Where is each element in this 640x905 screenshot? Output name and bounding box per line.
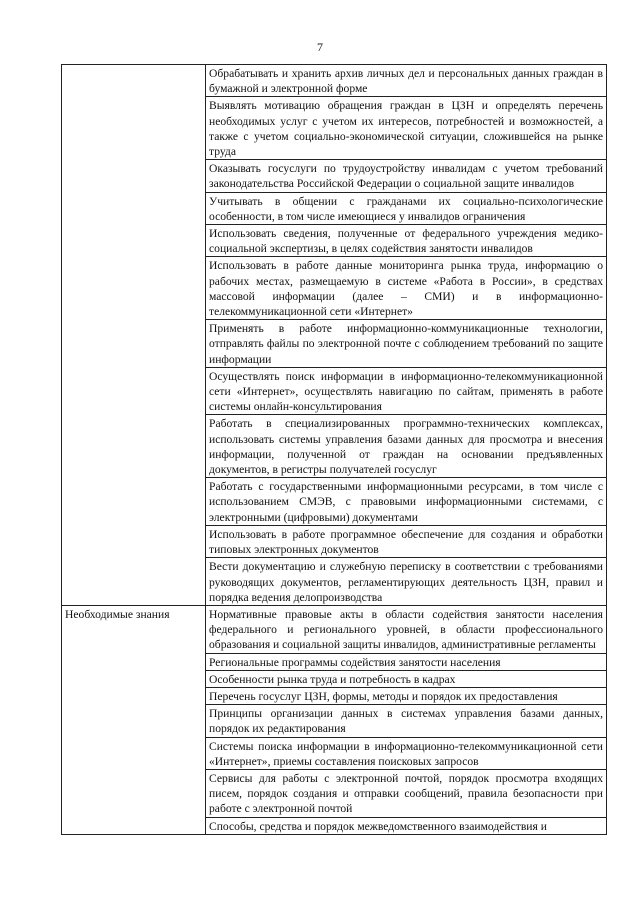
knowledge-item: Нормативные правовые акты в области содействия занятости населения федерального и регионального уровней, в области профессионального образования и социальной защиты инвалидов, административные регламенты (206, 605, 607, 653)
knowledge-item: Способы, средства и порядок межведомственного взаимодействия и (206, 817, 607, 834)
skill-item: Работать в специализированных программно-технических комплексах, использовать системы управления базами данных для просмотра и внесения информации, полученной от граждан на основании предъявленных документов, в регистры получателей госуслуг (206, 415, 607, 478)
skill-item: Использовать в работе программное обеспечение для создания и обработки типовых электронных документов (206, 525, 607, 557)
competency-table (61, 64, 607, 835)
knowledge-item: Особенности рынка труда и потребность в кадрах (206, 670, 607, 687)
knowledge-item: Системы поиска информации в информационно-телекоммуникационной сети «Интернет», приемы составления поисковых запросов (206, 737, 607, 769)
knowledge-label: Необходимые знания (62, 605, 206, 834)
skill-item: Осуществлять поиск информации в информационно-телекоммуникационной сети «Интернет», осуществлять навигацию по сайтам, применять в работе системы онлайн-консультирования (206, 367, 607, 415)
skill-item: Выявлять мотивацию обращения граждан в ЦЗН и определять перечень необходимых услуг с учетом их интересов, потребностей и возможностей, а также с учетом социально-экономической ситуации, сложившейся на рынке труда (206, 97, 607, 160)
table-row (62, 605, 607, 653)
knowledge-item: Принципы организации данных в системах управления базами данных, порядок их редактирования (206, 705, 607, 737)
skills-label-cell (62, 65, 206, 606)
knowledge-item: Сервисы для работы с электронной почтой, порядок просмотра входящих писем, порядок создания и отправки сообщений, правила безопасности при работе с электронной почтой (206, 769, 607, 817)
knowledge-item: Перечень госуслуг ЦЗН, формы, методы и порядок их предоставления (206, 687, 607, 704)
page-number: 7 (317, 40, 323, 54)
table-row (62, 65, 607, 97)
skill-item: Учитывать в общении с гражданами их социально-психологические особенности, в том числе имеющиеся у инвалидов ограничения (206, 192, 607, 224)
skill-item: Оказывать госуслуги по трудоустройству инвалидам с учетом требований законодательства Российской Федерации о социальной защите инвалидов (206, 160, 607, 192)
skill-item: Использовать в работе данные мониторинга рынка труда, информацию о рабочих местах, размещаемую в системе «Работа в России», в средствах массовой информации (далее – СМИ) и в информационно-телекоммуникационной сети «Интернет» (206, 257, 607, 320)
skill-item: Вести документацию и служебную переписку в соответствии с требованиями руководящих документов, регламентирующих деятельность ЦЗН, правил и порядка ведения делопроизводства (206, 558, 607, 606)
skill-item: Применять в работе информационно-коммуникационные технологии, отправлять файлы по электронной почте с соблюдением требований по защите информации (206, 320, 607, 368)
skill-item: Обрабатывать и хранить архив личных дел и персональных данных граждан в бумажной и электронной форме (206, 65, 607, 97)
skill-item: Работать с государственными информационными ресурсами, в том числе с использованием СМЭВ, с правовыми информационными системами, с электронными (цифровыми) документами (206, 478, 607, 526)
skill-item: Использовать сведения, полученные от федерального учреждения медико-социальной экспертизы, в целях содействия занятости инвалидов (206, 225, 607, 257)
knowledge-item: Региональные программы содействия занятости населения (206, 653, 607, 670)
